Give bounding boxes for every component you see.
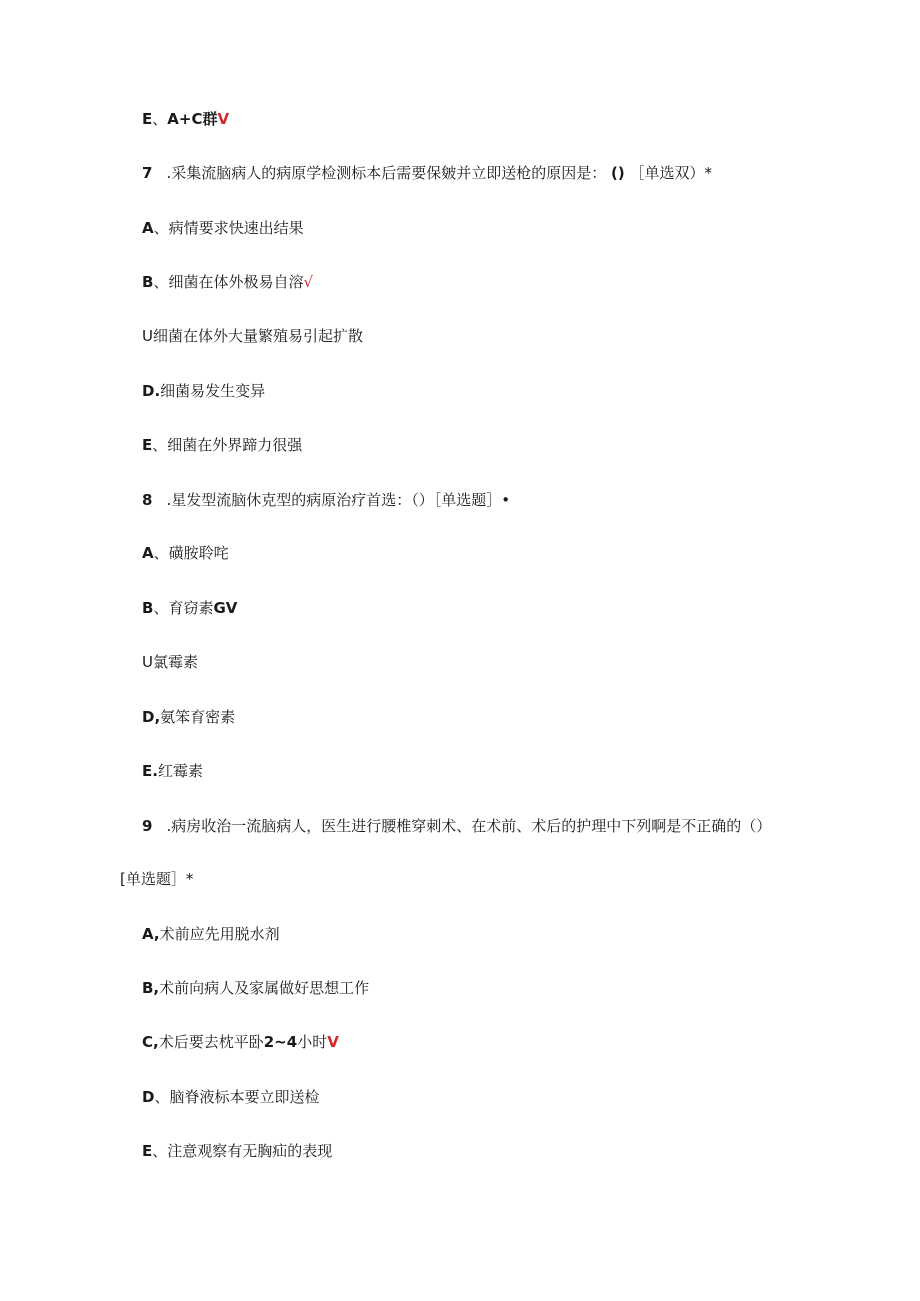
q8-option-a	[142, 543, 229, 563]
q9-option-c	[142, 1032, 339, 1052]
option-text: U氯霉素	[142, 653, 198, 671]
option-letter: E	[142, 110, 153, 128]
q9-option-d	[142, 1087, 319, 1107]
option-sep: 、	[153, 273, 169, 291]
option-text: 注意观察有无胸疝的表现	[167, 1142, 333, 1160]
q9-stem	[142, 816, 771, 836]
question-text: .星发型流脑休克型的病原治疗首选：（）［单选题］•	[166, 491, 511, 509]
option-letter: A	[142, 544, 154, 562]
option-letter: E	[142, 1142, 153, 1160]
question-type-tag: [单选题］*	[120, 870, 194, 888]
option-sep: 、	[152, 436, 168, 454]
option-text: 细菌易发生变异	[160, 382, 266, 400]
option-text: 术后要去枕平卧	[158, 1033, 264, 1051]
q7-stem	[142, 163, 712, 183]
q8-option-d	[142, 707, 235, 727]
q8-option-b	[142, 598, 237, 618]
q9-option-b	[142, 978, 369, 998]
option-sep: 、	[152, 1142, 168, 1160]
option-letter: E	[142, 436, 153, 454]
option-sep: 、	[154, 1088, 170, 1106]
option-text: 病情要求快速出结果	[168, 219, 304, 237]
option-text: 育窃素	[168, 599, 214, 617]
question-number: 8	[142, 491, 153, 509]
q7-option-a	[142, 218, 304, 238]
option-sep: 、	[153, 219, 169, 237]
q8-option-e	[142, 761, 203, 781]
option-text: U细菌在体外大量繁殖易引起扩散	[142, 327, 363, 345]
option-letter: B	[142, 273, 154, 291]
option-letter: D,	[142, 708, 161, 726]
q8-stem	[142, 490, 510, 510]
q7-option-e	[142, 435, 302, 455]
option-text-bold: 2~4	[263, 1033, 298, 1051]
option-text: 术前应先用脱水剂	[159, 925, 280, 943]
option-text: 氨笨育密素	[160, 708, 236, 726]
option-letter: A,	[142, 925, 160, 943]
correct-mark: V	[327, 1033, 339, 1051]
option-text: 磺胺聆咤	[168, 544, 229, 562]
q9-option-e	[142, 1141, 332, 1161]
correct-mark: V	[217, 110, 230, 128]
option-text: 脑脊液标本要立即送检	[169, 1088, 320, 1106]
option-text-bold: GV	[213, 599, 238, 617]
question-text: .病房收治一流脑病人，医生进行腰椎穿刺术、在术前、术后的护理中下列啊是不正确的（）	[166, 817, 772, 835]
option-text: 术前向病人及家属做好思想工作	[159, 979, 370, 997]
option-letter: D	[142, 1088, 155, 1106]
q9-type-tag	[120, 869, 193, 889]
option-letter: B,	[142, 979, 160, 997]
q8-option-c	[142, 652, 198, 672]
answer-paren: ()	[611, 164, 625, 182]
q9-option-a	[142, 924, 280, 944]
q6-option-e	[142, 109, 229, 129]
option-letter: D.	[142, 382, 161, 400]
option-letter: B	[142, 599, 154, 617]
option-text: 细菌在体外极易自溶	[168, 273, 304, 291]
option-sep: 、	[153, 544, 169, 562]
option-sep: 、	[152, 110, 168, 128]
option-letter: A	[142, 219, 154, 237]
option-letter: C,	[142, 1033, 159, 1051]
option-sep: 、	[153, 599, 169, 617]
q7-option-d	[142, 381, 265, 401]
option-text: 细菌在外界蹄力很强	[167, 436, 303, 454]
correct-mark: √	[303, 273, 314, 291]
option-text-tail: 小时	[297, 1033, 328, 1051]
option-text: A+C群	[167, 110, 218, 128]
option-text: 红霉素	[157, 762, 203, 780]
question-text: .采集流脑病人的病原学检测标本后需要保皴并立即送枪的原因是：	[166, 164, 607, 182]
question-type-tag: ［单选双）*	[629, 164, 713, 182]
question-number: 9	[142, 817, 153, 835]
option-letter: E.	[142, 762, 158, 780]
q7-option-b	[142, 272, 313, 292]
q7-option-c	[142, 326, 363, 346]
question-number: 7	[142, 164, 153, 182]
